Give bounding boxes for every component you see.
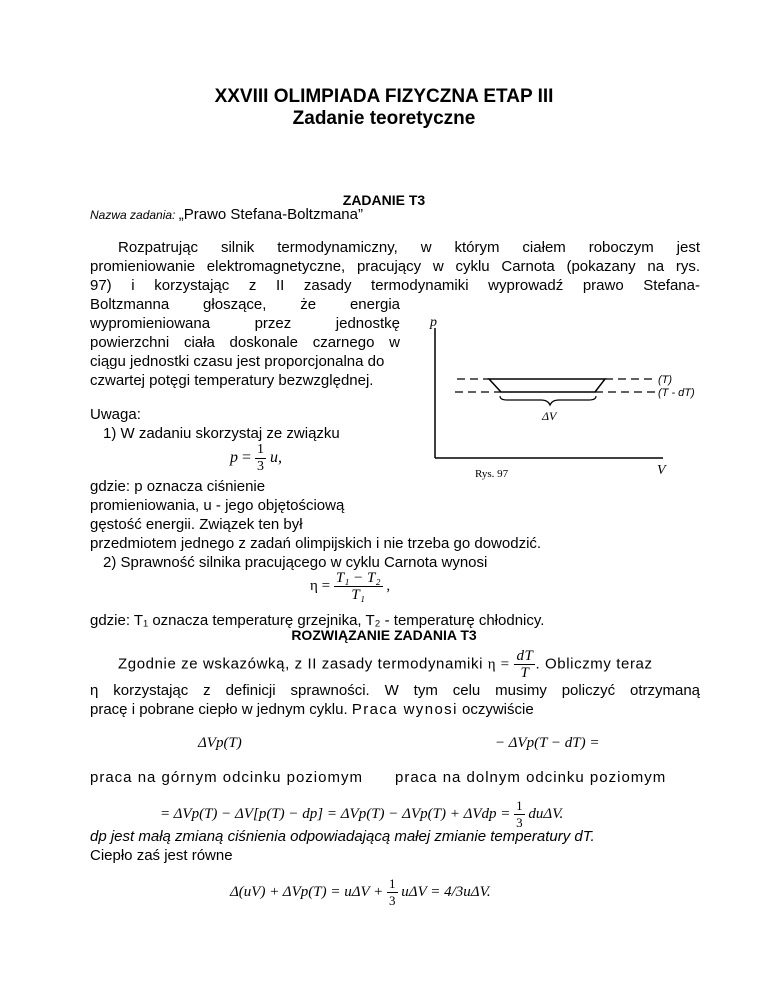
delta-v-label: ΔV	[542, 409, 557, 423]
gdzie1-line-2: promieniowania, u - jego objętościową	[90, 497, 345, 514]
task-name-value: „Prawo Stefana-Boltzmana”	[178, 206, 363, 223]
gdzie2-line: gdzie: T₁ oznacza temperaturę grzejnika, T₂ - temperaturę chłodnicy.	[90, 612, 545, 629]
task-name-label: Nazwa zadania:	[90, 208, 176, 222]
work-top-expr: ΔVp(T)	[198, 735, 242, 751]
eq2-den: T₁	[351, 587, 365, 603]
eq2-tail: ,	[386, 577, 391, 594]
solution-line-3	[90, 700, 534, 719]
solution-eta: η =	[487, 656, 510, 673]
heat-eq-num: 1	[389, 876, 396, 891]
eq2-fraction	[334, 570, 383, 603]
eq1-num: 1	[257, 442, 265, 457]
heat-eq-tail: uΔV = 4/3uΔV.	[401, 883, 491, 900]
long-eq-text: = ΔVp(T) − ΔV[p(T) − dp] = ΔVp(T) − ΔVp(T) + ΔVdp =	[160, 805, 511, 822]
task-heading: ZADANIE T3	[342, 192, 426, 208]
long-eq-tail: duΔV.	[528, 805, 564, 822]
eq2-lhs: η =	[310, 577, 331, 594]
eq1-fraction	[255, 442, 266, 475]
page-title: XXVIII OLIMPIADA FIZYCZNA ETAP III	[214, 86, 554, 107]
pv-diagram	[405, 296, 705, 486]
heat-eq-text: Δ(uV) + ΔVp(T) = uΔV +	[230, 883, 384, 900]
intro-line-7: ciągu jednostki czasu jest proporcjonalna do	[90, 353, 385, 370]
figure-caption: Rys. 97	[475, 468, 509, 480]
solution-frac-num: dT	[516, 648, 534, 664]
solution-line-1	[118, 648, 653, 681]
solution-frac-den: T	[520, 665, 530, 681]
heat-eq-den: 3	[389, 893, 396, 908]
solution-fraction	[514, 648, 535, 681]
note-label: Uwaga:	[90, 406, 141, 423]
eq1-den: 3	[257, 459, 265, 474]
solution-line-2: η korzystając z definicji sprawności. W tym celu musimy policzyć otrzymaną	[90, 682, 700, 699]
solution-line-3b: Praca wynosi	[351, 701, 458, 718]
delta-v-brace	[500, 396, 596, 405]
gdzie1-line-1: gdzie: p oznacza ciśnienie	[90, 478, 266, 495]
intro-line-2: promieniowanie elektromagnetyczne, pracujący w cyklu Carnota (pokazany na rys.	[90, 258, 700, 275]
solution-line-1-tail: . Obliczmy teraz	[535, 655, 653, 673]
gdzie1-line-3: gęstość energii. Związek ten był	[90, 516, 303, 533]
intro-line-6: powierzchni ciała doskonale czarnego w	[90, 334, 400, 351]
dp-line-1: dp jest małą zmianą ciśnienia odpowiadającą małej zmianie temperatury dT.	[90, 828, 595, 845]
label-T: (T)	[658, 374, 673, 386]
solution-line-1-text: Zgodnie ze wskazówką, z II zasady termodynamiki	[118, 655, 484, 673]
note-2: 2) Sprawność silnika pracującego w cyklu Carnota wynosi	[103, 554, 488, 571]
equation-1: p = $\frac{1}{3}$ u,	[230, 442, 283, 474]
intro-line-5: wypromieniowana przez jednostkę	[90, 315, 400, 332]
heat-eq-fraction	[387, 876, 398, 909]
eq1-lhs: p	[230, 449, 238, 467]
work-top-label: praca na górnym odcinku poziomym	[90, 769, 363, 786]
axis-v-label: V	[657, 463, 666, 478]
intro-line-3: 97) i korzystając z II zasady termodynamiki wyprowadź prawo Stefana-	[90, 277, 700, 294]
note-1: 1) W zadaniu skorzystaj ze związku	[103, 425, 340, 442]
label-T-dT: (T - dT)	[658, 387, 695, 399]
long-eq-num: 1	[516, 798, 523, 813]
intro-line-8: czwartej potęgi temperatury bezwzględnej.	[90, 372, 374, 389]
heat-equation	[230, 876, 491, 909]
dp-line-2: Ciepło zaś jest równe	[90, 847, 233, 864]
equation-2	[310, 570, 390, 603]
solution-heading: ROZWIĄZANIE ZADANIA T3	[291, 627, 477, 643]
eq2-num: T₁ − T₂	[335, 570, 381, 586]
intro-line-1: Rozpatrując silnik termodynamiczny, w którym ciałem roboczym jest	[118, 239, 700, 256]
page-subtitle: Zadanie teoretyczne	[292, 108, 476, 129]
solution-line-3a: pracę i pobrane ciepło w jednym cyklu.	[90, 701, 348, 718]
task-name-row	[90, 206, 363, 223]
long-eq-den: 3	[516, 815, 523, 830]
work-bottom-expr: − ΔVp(T − dT) =	[495, 735, 600, 751]
solution-line-3c: oczywiście	[462, 701, 534, 718]
work-bottom-label: praca na dolnym odcinku poziomym	[395, 769, 667, 786]
carnot-cycle	[489, 379, 605, 392]
eq1-rhs: u,	[270, 449, 283, 467]
axis-p-label: p	[430, 315, 437, 330]
intro-line-4: Boltzmanna głoszące, że energia	[90, 296, 400, 313]
gdzie1-line-4: przedmiotem jednego z zadań olimpijskich i nie trzeba go dowodzić.	[90, 535, 542, 552]
